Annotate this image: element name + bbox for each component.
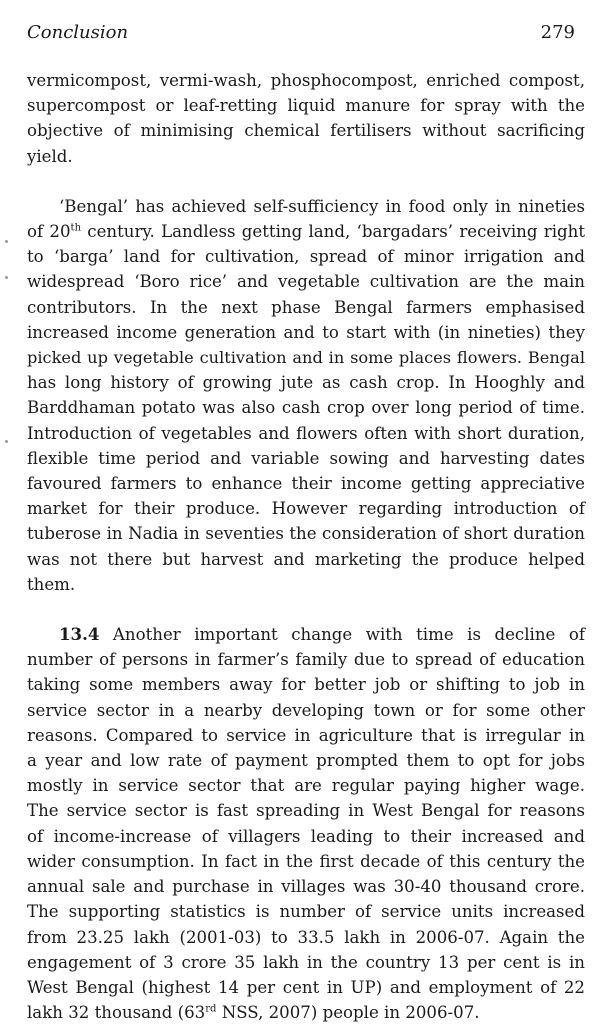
text-line: tuberose in Nadia in seventies the consideration of short duration — [27, 524, 585, 544]
text-line: reasons. Compared to service in agriculture that is irregular in — [27, 725, 585, 745]
text-line: picked up vegetable cultivation and in some places flowers. Bengal — [27, 348, 585, 368]
text-line: supercompost or leaf-retting liquid manure for spray with the — [27, 96, 585, 116]
text-line: market for their produce. However regarding introduction of — [27, 499, 585, 519]
text-line: The supporting statistics is number of service units increased — [27, 902, 585, 922]
text-line: of 20th century. Landless getting land, ‘bargadars’ receiving right — [27, 222, 585, 242]
text-line: objective of minimising chemical fertilisers without sacrificing — [27, 121, 585, 141]
text-line: to ‘barga’ land for cultivation, spread of minor irrigation and — [27, 247, 585, 267]
body-text — [27, 68, 585, 1025]
text-line: widespread ‘Boro rice’ and vegetable cultivation are the main — [27, 272, 585, 292]
paragraph-3 — [27, 622, 585, 1025]
text-line: Introduction of vegetables and flowers often with short duration, — [27, 423, 585, 443]
text-line-rest: Another important change with time is decline of — [99, 625, 585, 645]
text-line: West Bengal (highest 14 per cent in UP) and employment of 22 — [27, 977, 585, 997]
text-line: them. — [27, 574, 76, 594]
margin-speck — [5, 276, 8, 279]
text-line: Barddhaman potato was also cash crop over long period of time. — [27, 398, 585, 418]
text-line: a year and low rate of payment prompted them to opt for jobs — [27, 751, 585, 771]
running-head — [27, 22, 575, 50]
paragraph-gap — [27, 597, 585, 622]
text-line — [27, 622, 585, 647]
text-line: was not there but harvest and marketing the produce helped — [27, 549, 585, 569]
text-line: The service sector is fast spreading in West Bengal for reasons — [27, 801, 585, 821]
margin-speck — [5, 440, 8, 443]
text-line: favoured farmers to enhance their income getting appreciative — [27, 474, 585, 494]
text-line: taking some members away for better job or shifting to job in — [27, 675, 585, 695]
text-line: wider consumption. In fact in the first decade of this century the — [27, 851, 585, 871]
text-line: service sector in a nearby developing town or for some other — [27, 700, 585, 720]
text-line: has long history of growing jute as cash crop. In Hooghly and — [27, 373, 585, 393]
text-line: of income-increase of villagers leading to their increased and — [27, 826, 585, 846]
text-line: mostly in service sector that are regular paying higher wage. — [27, 776, 585, 796]
text-line: engagement of 3 crore 35 lakh in the country 13 per cent is in — [27, 952, 585, 972]
margin-speck — [5, 240, 8, 243]
paragraph-gap — [27, 169, 585, 194]
text-line: increased income generation and to start with (in nineties) they — [27, 322, 585, 342]
text-line: yield. — [27, 146, 73, 166]
section-number: 13.4 — [59, 624, 100, 645]
text-line: from 23.25 lakh (2001-03) to 33.5 lakh in 2006-07. Again the — [27, 927, 585, 947]
paragraph-1 — [27, 68, 585, 169]
text-line: contributors. In the next phase Bengal farmers emphasised — [27, 297, 585, 317]
chapter-title: Conclusion — [27, 22, 129, 43]
text-line: ‘Bengal’ has achieved self-sufficiency in food only in nineties — [59, 196, 585, 216]
text-line: vermicompost, vermi-wash, phosphocompost, enriched compost, — [27, 71, 585, 90]
paragraph-2 — [27, 194, 585, 597]
text-line: lakh 32 thousand (63rd NSS, 2007) people in 2006-07. — [27, 1003, 480, 1023]
text-line: flexible time period and variable sowing and harvesting dates — [27, 448, 585, 468]
text-line: number of persons in farmer’s family due to spread of education — [27, 650, 585, 670]
page-number: 279 — [540, 22, 575, 43]
text-line: annual sale and purchase in villages was 30-40 thousand crore. — [27, 877, 585, 897]
